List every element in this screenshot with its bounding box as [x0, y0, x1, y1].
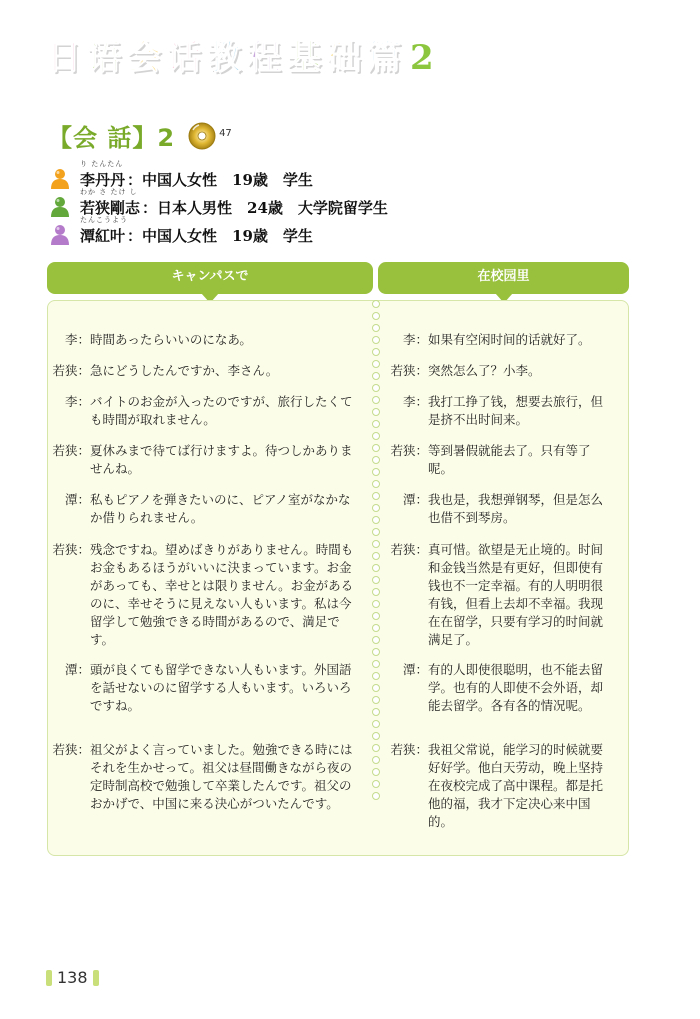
speaker: 若狭：: [52, 742, 90, 757]
speaker: 潭：: [402, 492, 428, 507]
line-text: 我也是，我想弹钢琴，但是怎么也借不到琴房。: [428, 492, 604, 525]
divider-dot: [372, 564, 380, 572]
character-name: [80, 216, 128, 246]
name-ruby: り たんたん: [80, 160, 124, 168]
line-text: 祖父がよく言っていました。勉強できる時にはそれを生かせって。祖父は昼間働きながら夜の定時制高校で勉強して卒業したんです。祖父のおかげで、中国に来る決心がついたんです。: [90, 742, 353, 811]
speaker: 若狭：: [390, 363, 428, 378]
line-text: 私もピアノを弾きたいのに、ピアノ室がなかなか借りられません。: [90, 492, 351, 525]
divider-dot: [372, 684, 380, 692]
character-row: [50, 190, 388, 218]
name-ruby: たんこうよう: [80, 216, 128, 224]
divider-dot: [372, 636, 380, 644]
speaker: 李：: [64, 394, 90, 409]
divider-dot: [372, 672, 380, 680]
divider-dot: [372, 612, 380, 620]
speaker: 若狭：: [390, 443, 428, 458]
divider-dot: [372, 372, 380, 380]
divider-dot: [372, 396, 380, 404]
divider-dot: [372, 648, 380, 656]
line-text: 時間あったらいいのになあ。: [90, 332, 252, 347]
divider-dot: [372, 660, 380, 668]
line-text: 我打工挣了钱，想要去旅行，但是挤不出时间来。: [428, 394, 604, 427]
line-text: 突然怎么了？小李。: [428, 363, 541, 378]
divider-dot: [372, 312, 380, 320]
title-char: 础: [327, 38, 361, 78]
divider-dot: [372, 720, 380, 728]
person-purple-icon: [50, 224, 70, 246]
audio-cd-icon[interactable]: [187, 121, 217, 151]
tab-japanese-label: キャンパスで: [171, 269, 249, 284]
speaker: 若狭：: [52, 363, 90, 378]
speaker: 潭：: [402, 662, 428, 677]
divider-dot: [372, 444, 380, 452]
divider-dot: [372, 384, 380, 392]
line-text: 真可惜。欲望是无止境的。时间和金钱当然是有更好，但即使有钱也不一定幸福。有的人明明很有钱，但看上去却不幸福。我现在在留学，只要有学习的时间就满足了。: [428, 542, 604, 647]
divider-dot: [372, 792, 380, 800]
divider-dot: [372, 480, 380, 488]
divider-dot: [372, 516, 380, 524]
line-text: 急にどうしたんですか、李さん。: [90, 363, 279, 378]
divider-dot: [372, 408, 380, 416]
name-text: 李丹丹: [80, 171, 126, 189]
speaker: 李：: [402, 332, 428, 347]
page-number: [46, 968, 99, 987]
title-char: 篇: [367, 38, 401, 78]
person-green-icon: [50, 196, 70, 218]
title-char: 基: [287, 38, 321, 78]
character-desc: ：日本人男性 24歳 大学院留学生: [142, 199, 388, 217]
volume-number: 2: [410, 38, 434, 78]
divider-dot: [372, 552, 380, 560]
line-text: 等到暑假就能去了。只有等了呢。: [428, 443, 591, 476]
title-char: 语: [87, 38, 121, 78]
divider-dot: [372, 780, 380, 788]
divider-dot: [372, 360, 380, 368]
divider-dot: [372, 624, 380, 632]
line-text: 如果有空闲时间的话就好了。: [428, 332, 591, 347]
line-text: 頭が良くても留学できない人もいます。外国語を話せないのに留学する人もいます。いろいろですね。: [90, 662, 352, 713]
divider-dot: [372, 528, 380, 536]
line-text: 有的人即使很聪明，也不能去留学。也有的人即使不会外语，却能去留学。各有各的情况呢。: [428, 662, 604, 713]
track-number: 47: [219, 128, 232, 139]
divider-dot: [372, 420, 380, 428]
divider-dot: [372, 756, 380, 764]
title-char: 会: [127, 38, 161, 78]
speaker: 李：: [402, 394, 428, 409]
divider-dot: [372, 768, 380, 776]
divider-dot: [372, 744, 380, 752]
divider-dot: [372, 300, 380, 308]
page-bar-left: [46, 970, 52, 986]
title-char: 日: [47, 38, 81, 78]
divider-dot: [372, 576, 380, 584]
character-list: [50, 162, 388, 246]
section-label: 【会 話】2: [48, 124, 176, 152]
character-row: [50, 162, 388, 190]
speaker: 若狭：: [390, 742, 428, 757]
speaker: 若狭：: [390, 542, 428, 557]
speaker: 潭：: [64, 662, 90, 677]
title-char: 程: [247, 38, 281, 78]
divider-dot: [372, 540, 380, 548]
character-row: [50, 218, 388, 246]
page-bar-right: [93, 970, 99, 986]
section-heading: [48, 118, 232, 153]
character-desc: ：中国人女性 19歳 学生: [127, 171, 313, 189]
line-text: 我祖父常说，能学习的时候就要好好学。他白天劳动，晚上坚持在夜校完成了高中课程。都是托他的福，我才下定决心来中国的。: [428, 742, 604, 829]
divider-dot: [372, 504, 380, 512]
divider-dot: [372, 492, 380, 500]
tab-japanese: [47, 262, 373, 294]
divider-dot: [372, 696, 380, 704]
name-text: 潭紅叶: [80, 227, 126, 245]
divider-dot: [372, 324, 380, 332]
page-number-text: 138: [57, 968, 88, 987]
divider-dot: [372, 432, 380, 440]
divider-dot: [372, 708, 380, 716]
line-text: 残念ですね。望めばきりがありません。時間もお金もあるほうがいいに決まっています。お金があっても、幸せとは限りません。お金があるのに、幸せそうに見えない人もいます。私は今留学して勉強できる時間があるので、満足です。: [90, 542, 354, 647]
speaker: 若狭：: [52, 542, 90, 557]
tab-chinese: [378, 262, 629, 294]
book-title: [44, 30, 434, 86]
divider-dot: [372, 732, 380, 740]
person-orange-icon: [50, 168, 70, 190]
name-ruby: わか さ たけ し: [80, 188, 138, 196]
divider-dot: [372, 336, 380, 344]
divider-dot: [372, 600, 380, 608]
divider-dot: [372, 348, 380, 356]
line-text: 夏休みまで待てば行けますよ。待つしかありませんね。: [90, 443, 353, 476]
dialogue-box: [47, 300, 629, 856]
divider-dot: [372, 468, 380, 476]
tab-chinese-label: 在校园里: [477, 269, 530, 284]
divider-dot: [372, 456, 380, 464]
character-desc: ：中国人女性 19歳 学生: [127, 227, 313, 245]
title-char: 教: [207, 38, 241, 78]
line-text: バイトのお金が入ったのですが、旅行したくても時間が取れません。: [90, 394, 353, 427]
speaker: 若狭：: [52, 443, 90, 458]
speaker: 潭：: [64, 492, 90, 507]
divider-dot: [372, 588, 380, 596]
speaker: 李：: [64, 332, 90, 347]
name-text: 若狭剛志: [80, 199, 141, 217]
column-divider: [371, 300, 381, 856]
title-char: 话: [167, 38, 201, 78]
